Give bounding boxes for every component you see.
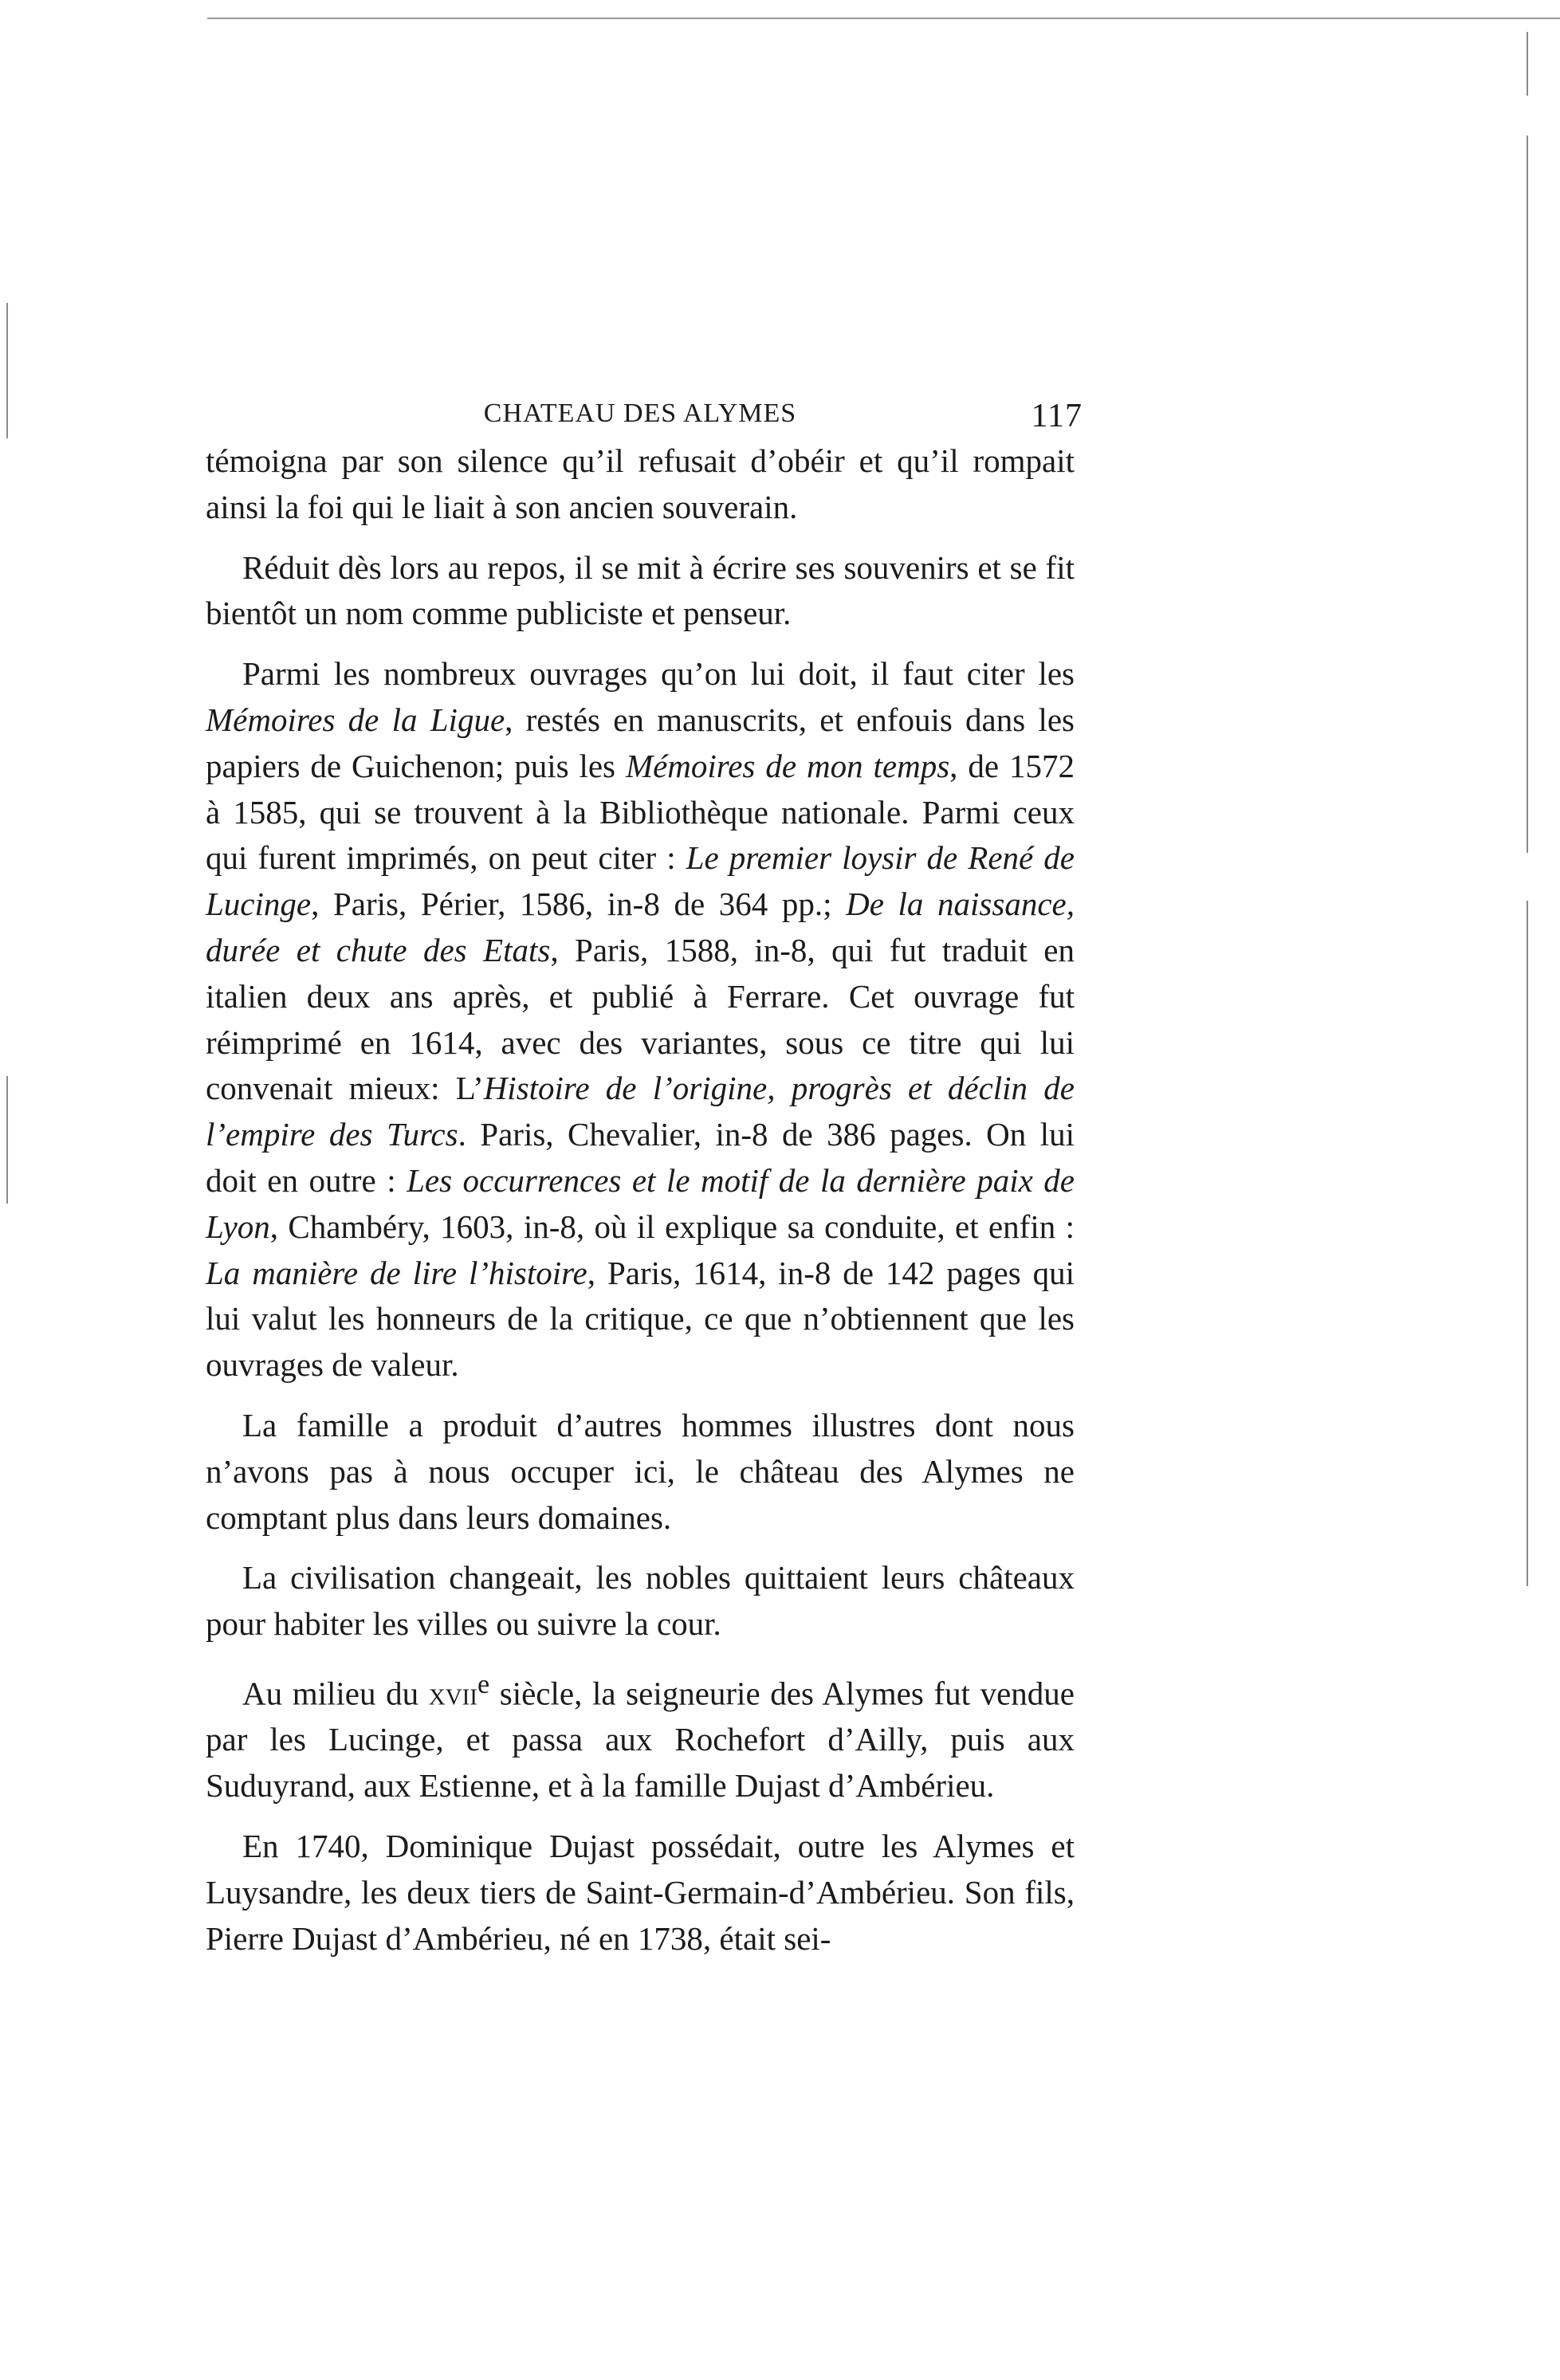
ordinal-suffix: e [477,1669,490,1699]
paragraph [206,1403,1075,1541]
scan-edge-mark [6,1076,8,1204]
roman-numeral: xvii [428,1675,477,1712]
text-run: , Paris, Périer, 1586, in-8 de 364 pp.; [311,886,847,923]
text-run: , restés en manuscrits, et enfouis dans les papiers de Guichenon; puis les [206,701,1075,784]
text-run: , Chambéry, 1603, in-8, où il explique sa conduite, et enfin : [269,1208,1075,1245]
title-citation: De la naissance, durée et chute des Etats [206,886,1075,968]
title-citation: Mémoires de mon temps [625,747,950,784]
scan-edge-mark [1527,901,1528,1586]
text-run: siècle, la seigneurie des Alymes fut vendue par les Lucinge, et passa aux Rochefort d’Ailly, puis aux Suduyrand, aux Estienne, et à la famille Dujast d’Ambérieu. [206,1675,1075,1805]
text-run: La civilisation changeait, les nobles quittaient leurs châteaux pour habiter les villes ou suivre la cour. [206,1559,1075,1643]
paragraph [206,1662,1075,1809]
paragraph [206,1555,1075,1648]
page-number: 117 [1031,398,1083,434]
book-page [206,383,1083,1976]
title-citation: La manière de lire l’histoire [206,1254,587,1291]
title-citation: Histoire de l’origine, progrès et déclin de l’empire des Turcs [206,1070,1075,1153]
title-citation: Mémoires de la Ligue [206,701,505,738]
paragraph [206,438,1075,531]
text-run: témoigna par son silence qu’il refusait d’obéir et qu’il rompait ainsi la foi qui le liait à son ancien souverain. [206,442,1075,525]
text-run: Au milieu du [242,1675,429,1712]
scan-top-rule [207,18,1560,19]
scan-edge-mark [1527,32,1528,96]
body-text [206,438,1075,1962]
text-run: , Paris, 1614, in-8 de 142 pages qui lui valut les honneurs de la critique, ce que n’obtiennent que les ouvrages de valeur. [206,1254,1075,1384]
title-citation: Les occurrences et le motif de la dernière paix de Lyon [206,1161,1075,1245]
text-run: , Paris, 1588, in-8, qui fut traduit en italien deux ans après, et publié à Ferrare. Cet ouvrage fut réimprimé en 1614, avec des variantes, sous ce titre qui lui convenait mieux: L’ [206,931,1075,1107]
text-run: En 1740, Dominique Dujast possédait, outre les Alymes et Luysandre, les deux tiers de Saint-Germain-d’Ambérieu. Son fils, Pierre Dujast d’Ambérieu, né en 1738, était sei- [206,1827,1075,1957]
scan-edge-mark [1527,135,1528,853]
title-citation: Le premier loysir de René de Lucinge [206,839,1075,923]
scan-edge-mark [6,303,8,438]
running-head [206,383,1083,438]
text-run: La famille a produit d’autres hommes illustres dont nous n’avons pas à nous occuper ici, le château des Alymes ne comptant plus dans leurs domaines. [206,1406,1075,1536]
paragraph [206,651,1075,1388]
running-title: CHATEAU DES ALYMES [483,399,797,428]
paragraph [206,545,1075,638]
text-run: , de 1572 à 1585, qui se trouvent à la Bibliothèque nationale. Parmi ceux qui furent imprimés, on peut citer : [206,747,1075,877]
text-run: Parmi les nombreux ouvrages qu’on lui doit, il faut citer les [242,655,1075,693]
paragraph [206,1824,1075,1962]
text-run: . Paris, Chevalier, in-8 de 386 pages. On lui doit en outre : [206,1116,1075,1199]
text-run: Réduit dès lors au repos, il se mit à écrire ses souvenirs et se fit bientôt un nom comme publiciste et penseur. [206,548,1075,632]
